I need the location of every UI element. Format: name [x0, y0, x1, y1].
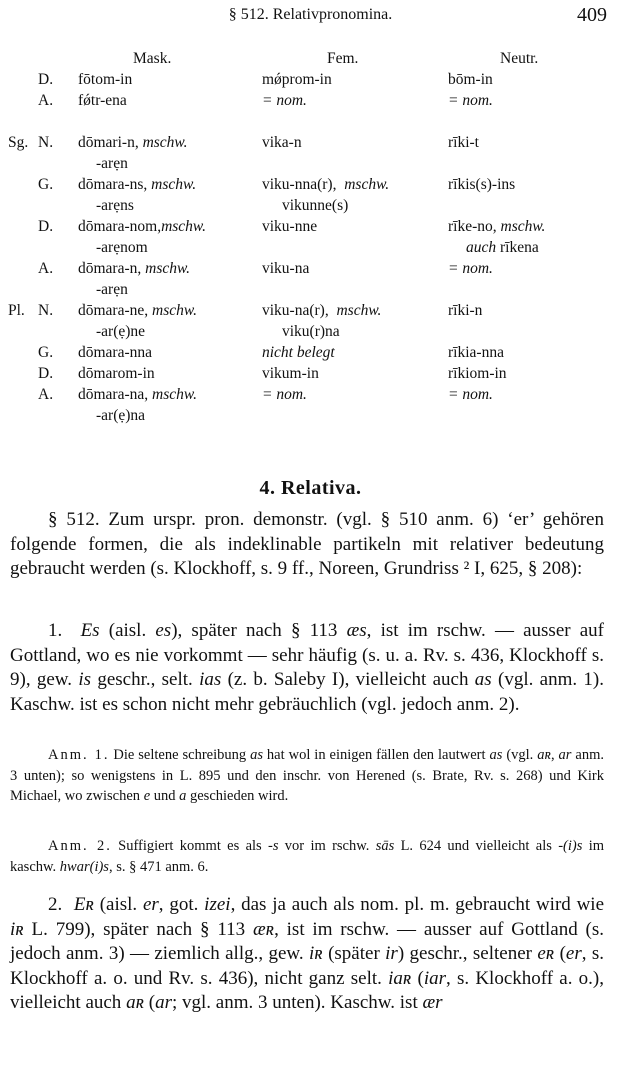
- neutr-form: rīke-no, mschw.: [448, 218, 546, 235]
- case-label: G.: [38, 176, 54, 193]
- neutr-form: = nom.: [448, 92, 493, 109]
- table-row: [0, 132, 621, 153]
- mask-alt-form: -ar(ẹ)ne: [96, 323, 146, 340]
- column-header-fem: Fem.: [327, 50, 359, 67]
- case-label: N.: [38, 134, 54, 151]
- table-row: [0, 174, 621, 195]
- mask-alt-form: -arẹns: [96, 197, 134, 214]
- mask-form: dōmara-na, mschw.: [78, 386, 197, 403]
- table-row: [0, 216, 621, 237]
- mask-form: dōmara-ne, mschw.: [78, 302, 197, 319]
- table-row: [0, 384, 621, 405]
- fem-form: = nom.: [262, 386, 307, 403]
- table-row-continuation: [0, 405, 621, 426]
- fem-form: = nom.: [262, 92, 307, 109]
- column-header-neutr: Neutr.: [500, 50, 539, 67]
- table-row-continuation: [0, 321, 621, 342]
- mask-form: dōmara-nom,mschw.: [78, 218, 206, 235]
- neutr-form: = nom.: [448, 260, 493, 277]
- table-row-continuation: [0, 195, 621, 216]
- mask-form: fōtom-in: [78, 71, 133, 88]
- neutr-form: = nom.: [448, 386, 493, 403]
- case-label: D.: [38, 365, 54, 382]
- table-row-continuation: [0, 153, 621, 174]
- table-row: [0, 363, 621, 384]
- mask-alt-form: -arẹn: [96, 281, 128, 298]
- fem-form: nicht belegt: [262, 344, 335, 361]
- section-heading: 4. Relativa.: [259, 477, 362, 499]
- neutr-alt-form: auch rīkena: [466, 239, 539, 256]
- mask-form: dōmari-n, mschw.: [78, 134, 188, 151]
- paragraph-item-1: 1. Es (aisl. es), später nach § 113 æs, ist im rschw. — ausser auf Gottland, wo es nie vorkommt — sehr häufig (s. u. a. Rv. s. 436, Klockhoff s. 9), gew. is geschr., selt. ias (z. b. Saleby I), vielleicht auch as (vgl. anm. 1). Kaschw. ist es schon nicht mehr gebräuchlich (vgl. jedoch anm. 2).: [10, 620, 605, 715]
- fem-form: viku-nne: [262, 218, 318, 235]
- running-head: [0, 4, 621, 28]
- fem-form: viku-na: [262, 260, 310, 277]
- paragraph-item-2: 2. Eʀ (aisl. er, got. izei, das ja auch als nom. pl. m. gebraucht wird wie iʀ L. 799), später nach § 113 æʀ, ist im rschw. — ausser auf Gottland (s. jedoch anm. 3) — ziemlich allg., gew. iʀ (später ir) geschr., seltener eʀ (er, s. Klockhoff a. o. und Rv. s. 436), nicht ganz selt. iaʀ (iar, s. Klockhoff a. o.), vielleicht auch aʀ (ar; vgl. anm. 3 unten). Kaschw. ist ær: [10, 894, 605, 1013]
- mask-form: dōmara-n, mschw.: [78, 260, 191, 277]
- table-row: [0, 342, 621, 363]
- column-header-mask: Mask.: [133, 50, 172, 67]
- mask-alt-form: -arẹn: [96, 155, 128, 172]
- fem-form: vika-n: [262, 134, 302, 151]
- table-row: [0, 258, 621, 279]
- mask-alt-form: -arẹnom: [96, 239, 148, 256]
- mask-form: dōmarom-in: [78, 365, 155, 382]
- neutr-form: rīki-n: [448, 302, 483, 319]
- neutr-form: rīkiom-in: [448, 365, 507, 382]
- table-row-continuation: [0, 279, 621, 300]
- table-row: [0, 90, 621, 111]
- note-label: Anm. 1.: [48, 747, 110, 763]
- case-label: N.: [38, 302, 54, 319]
- fem-alt-form: vikunne(s): [282, 197, 349, 214]
- case-label: A.: [38, 386, 54, 403]
- declension-table: [0, 48, 621, 426]
- page-number: 409: [577, 4, 607, 26]
- mask-form: fǿtr-ena: [78, 92, 127, 109]
- mask-alt-form: -ar(ẹ)na: [96, 407, 146, 424]
- mask-form: dōmara-nna: [78, 344, 153, 361]
- case-label: G.: [38, 344, 54, 361]
- neutr-form: bōm-in: [448, 71, 493, 88]
- number-label: Pl.: [8, 302, 25, 319]
- note-2: Anm. 2. Suffigiert kommt es als -s vor im rschw. sās L. 624 und vielleicht als -(i)s im kaschw. hwar(i)s, s. § 471 anm. 6.: [10, 838, 604, 875]
- case-label: D.: [38, 71, 54, 88]
- neutr-form: rīki-t: [448, 134, 479, 151]
- fem-form: mǿprom-in: [262, 71, 332, 88]
- fem-form: viku-nna(r), mschw.: [262, 176, 390, 193]
- fem-form: vikum-in: [262, 365, 319, 382]
- note-1: Anm. 1. Die seltene schreibung as hat wol in einigen fällen den lautwert as (vgl. aʀ, ar anm. 3 unten); so wenigstens in L. 895 und den inschr. von Herened (s. Brate, Rv. s. 268) und Kirk Michael, wo zwischen e und a geschieden wird.: [10, 747, 604, 804]
- paragraph-512: § 512. Zum urspr. pron. demonstr. (vgl. § 510 anm. 6) ‘er’ gehören folgende formen, die als indeklinable partikeln mit relativer bedeutung gebraucht werden (s. Klockhoff, s. 9 ff., Noreen, Grundriss ² I, 625, § 208):: [10, 509, 604, 579]
- note-label: Anm. 2.: [48, 838, 112, 854]
- table-row: [0, 300, 621, 321]
- case-label: D.: [38, 218, 54, 235]
- table-row: [0, 69, 621, 90]
- table-row-continuation: [0, 237, 621, 258]
- fem-alt-form: viku(r)na: [282, 323, 340, 340]
- case-label: A.: [38, 92, 54, 109]
- neutr-form: rīkis(s)-ins: [448, 176, 516, 193]
- mask-form: dōmara-ns, mschw.: [78, 176, 197, 193]
- case-label: A.: [38, 260, 54, 277]
- column-headers: [0, 48, 621, 69]
- running-title: § 512. Relativpronomina.: [228, 6, 393, 23]
- number-label: Sg.: [8, 134, 29, 151]
- fem-form: viku-na(r), mschw.: [262, 302, 382, 319]
- neutr-form: rīkia-nna: [448, 344, 504, 361]
